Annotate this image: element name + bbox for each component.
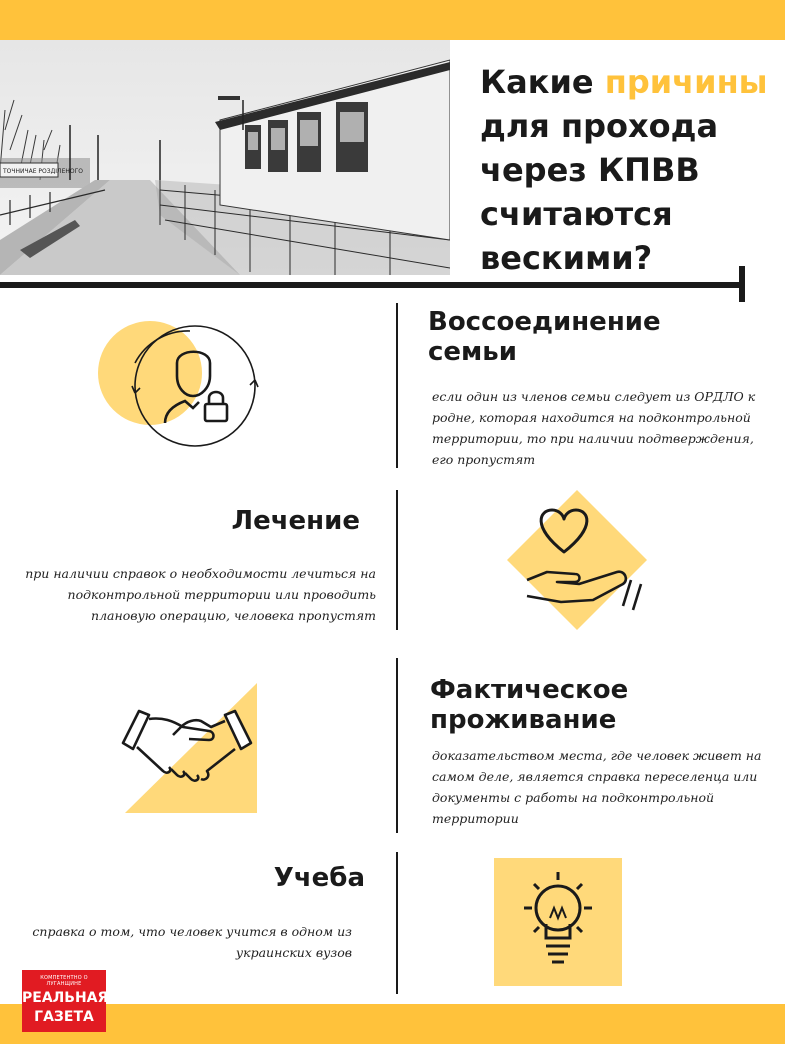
lightbulb-icon — [494, 858, 624, 990]
headline — [480, 60, 780, 280]
photo-sign-text: ТОЧНИЧАЕ РОЗДІЛЕНОГО — [3, 168, 83, 175]
separator-4 — [396, 852, 398, 994]
reason-title-family: Воссоединение семьи — [428, 307, 661, 367]
logo-line1: РЕАЛЬНАЯ — [22, 990, 109, 1006]
reason-title-study: Учеба — [273, 863, 365, 893]
headline-rest: для прохода через КПВВ считаются вескими? — [480, 107, 719, 277]
reason-desc-family: если один из членов семьи следует из ОРДЛО к родне, которая находится на подконтрольной территории, то при наличии подтверждения, его пропустят — [432, 389, 756, 467]
reason-title-treatment: Лечение — [231, 506, 360, 536]
checkpoint-photo — [0, 40, 450, 275]
person-lock-icon — [95, 318, 270, 457]
top-band — [0, 0, 785, 40]
handshake-icon — [115, 683, 260, 822]
reason-desc-residence: доказательством места, где человек живет на самом деле, является справка переселенца или документы с работы на подконтрольной территории — [432, 748, 762, 826]
bottom-band — [0, 1004, 785, 1044]
header-divider-end — [739, 266, 745, 302]
headline-prefix: Какие — [480, 63, 605, 101]
header-divider — [0, 282, 743, 288]
reason-title-residence: Фактическое проживание — [430, 675, 629, 735]
separator-1 — [396, 303, 398, 468]
reason-desc-study: справка о том, что человек учится в одном из украинских вузов — [32, 924, 352, 960]
logo-line2: ГАЗЕТА — [34, 1009, 94, 1025]
heart-hand-icon — [505, 488, 660, 637]
headline-accent: причины — [604, 63, 768, 101]
logo-tagline: КОМПЕТЕНТНО О ЛУГАНЩИНЕ — [40, 975, 88, 987]
separator-2 — [396, 490, 398, 630]
reason-desc-treatment: при наличии справок о необходимости лечиться на подконтрольной территории или проводить плановую операцию, человека пропустят — [25, 566, 376, 623]
separator-3 — [396, 658, 398, 833]
newspaper-logo — [22, 970, 109, 1032]
